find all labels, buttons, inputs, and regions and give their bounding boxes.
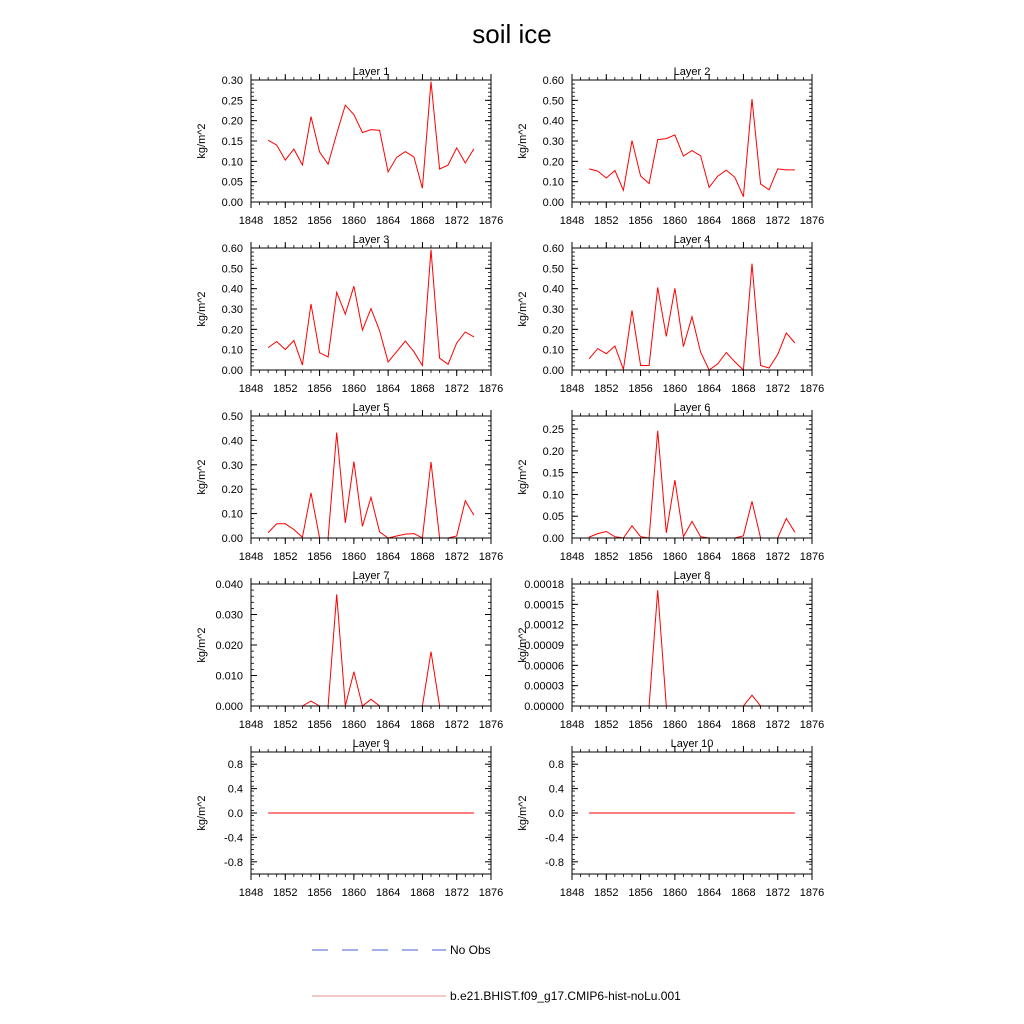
y-tick-label: 0.05	[542, 511, 564, 524]
x-tick-label: 1872	[765, 383, 790, 395]
x-tick-label: 1856	[307, 215, 332, 227]
y-tick-label: 0.30	[542, 304, 564, 316]
y-tick-label: 0.10	[221, 508, 243, 521]
x-tick-label: 1852	[273, 383, 298, 395]
x-tick-label: 1852	[594, 383, 619, 395]
y-tick-label: 0.50	[221, 263, 243, 276]
y-tick-label: 0.40	[221, 435, 243, 448]
y-tick-label: 0.00	[542, 533, 564, 545]
x-tick-label: 1872	[444, 887, 469, 899]
y-tick-label: 0.20	[542, 324, 564, 337]
x-tick-label: 1876	[478, 887, 504, 899]
x-tick-label: 1860	[341, 719, 367, 731]
x-tick-label: 1868	[410, 383, 435, 395]
y-tick-label: 0.10	[221, 156, 243, 169]
y-axis-label: kg/m^2	[196, 627, 208, 663]
panel-title: Layer 3	[352, 234, 390, 246]
x-tick-label: 1876	[799, 887, 825, 899]
y-tick-label: 0.0	[227, 808, 243, 820]
x-tick-label: 1856	[307, 887, 332, 899]
x-tick-label: 1852	[273, 719, 298, 731]
x-tick-label: 1864	[375, 215, 401, 227]
panel-title: Layer 9	[352, 738, 390, 750]
x-tick-label: 1872	[765, 887, 790, 899]
y-tick-label: 0.20	[221, 115, 243, 128]
y-tick-label: 0.15	[221, 136, 243, 148]
y-tick-label: 0.40	[542, 283, 564, 296]
y-axis-label: kg/m^2	[517, 291, 529, 327]
figure-title: soil ice	[472, 19, 552, 49]
x-tick-label: 1868	[731, 551, 756, 563]
x-tick-label: 1856	[307, 719, 332, 731]
x-tick-label: 1852	[594, 215, 619, 227]
y-axis-label: kg/m^2	[517, 459, 529, 495]
y-tick-label: -0.8	[224, 856, 243, 869]
x-tick-label: 1872	[765, 719, 790, 731]
legend-label: No Obs	[450, 943, 491, 957]
y-tick-label: 0.20	[542, 445, 564, 458]
x-tick-label: 1852	[273, 215, 298, 227]
y-tick-label: 0.00000	[524, 701, 564, 713]
y-tick-label: 0.00	[542, 365, 564, 377]
x-tick-label: 1876	[799, 383, 825, 395]
y-tick-label: 0.10	[542, 344, 564, 357]
x-tick-label: 1848	[559, 719, 585, 731]
legend-label: b.e21.BHIST.f09_g17.CMIP6-hist-noLu.001	[450, 989, 681, 1003]
x-tick-label: 1860	[341, 551, 367, 563]
y-tick-label: 0.0	[548, 808, 564, 820]
y-tick-label: 0.030	[215, 609, 243, 622]
x-tick-label: 1872	[444, 215, 469, 227]
y-tick-label: 0.50	[221, 411, 243, 423]
x-tick-label: 1860	[662, 383, 688, 395]
y-tick-label: 0.00	[221, 365, 243, 377]
x-tick-label: 1860	[662, 719, 688, 731]
y-tick-label: 0.000	[215, 701, 243, 713]
x-tick-label: 1860	[341, 383, 367, 395]
x-tick-label: 1860	[341, 215, 367, 227]
y-tick-label: 0.00015	[524, 599, 564, 612]
y-tick-label: 0.50	[542, 263, 564, 276]
x-tick-label: 1848	[559, 887, 585, 899]
x-tick-label: 1876	[799, 551, 825, 563]
y-tick-label: 0.10	[542, 489, 564, 502]
x-tick-label: 1864	[375, 887, 401, 899]
panel-title: Layer 4	[673, 234, 711, 246]
x-tick-label: 1860	[662, 215, 688, 227]
y-axis-label: kg/m^2	[517, 795, 529, 831]
y-tick-label: -0.4	[545, 832, 564, 845]
x-tick-label: 1868	[731, 215, 756, 227]
x-tick-label: 1876	[799, 215, 825, 227]
x-tick-label: 1848	[559, 215, 585, 227]
x-tick-label: 1868	[410, 215, 435, 227]
y-axis-label: kg/m^2	[196, 795, 208, 831]
x-tick-label: 1868	[410, 551, 435, 563]
y-tick-label: 0.30	[221, 459, 243, 472]
x-tick-label: 1856	[628, 887, 653, 899]
y-tick-label: 0.00	[221, 197, 243, 209]
x-tick-label: 1872	[444, 719, 469, 731]
y-axis-label: kg/m^2	[196, 459, 208, 495]
y-tick-label: 0.040	[215, 579, 243, 591]
x-tick-label: 1856	[628, 551, 653, 563]
x-tick-label: 1876	[478, 551, 504, 563]
x-tick-label: 1872	[765, 215, 790, 227]
x-tick-label: 1848	[238, 887, 264, 899]
y-tick-label: 0.25	[542, 424, 564, 437]
x-tick-label: 1848	[238, 215, 264, 227]
x-tick-label: 1848	[238, 383, 264, 395]
x-tick-label: 1868	[410, 719, 435, 731]
x-tick-label: 1872	[765, 551, 790, 563]
y-tick-label: 0.4	[227, 783, 243, 796]
x-tick-label: 1856	[628, 719, 653, 731]
x-tick-label: 1864	[375, 383, 401, 395]
x-tick-label: 1864	[696, 215, 722, 227]
x-tick-label: 1864	[696, 887, 722, 899]
y-axis-label: kg/m^2	[196, 291, 208, 327]
y-tick-label: 0.20	[221, 324, 243, 337]
x-tick-label: 1876	[478, 719, 504, 731]
y-tick-label: 0.30	[221, 304, 243, 316]
x-tick-label: 1868	[731, 887, 756, 899]
panel-title: Layer 5	[352, 402, 390, 414]
panel-title: Layer 10	[670, 738, 714, 750]
x-tick-label: 1848	[238, 719, 264, 731]
x-tick-label: 1848	[559, 551, 585, 563]
x-tick-label: 1868	[731, 719, 756, 731]
x-tick-label: 1848	[238, 551, 264, 563]
y-tick-label: 0.00006	[524, 660, 564, 673]
y-tick-label: -0.4	[224, 832, 243, 845]
x-tick-label: 1860	[341, 887, 367, 899]
y-tick-label: 0.00003	[524, 680, 564, 693]
x-tick-label: 1856	[307, 383, 332, 395]
y-tick-label: -0.8	[545, 856, 564, 869]
x-tick-label: 1876	[799, 719, 825, 731]
y-tick-label: 0.00018	[524, 579, 564, 591]
x-tick-label: 1864	[375, 551, 401, 563]
x-tick-label: 1864	[696, 719, 722, 731]
y-tick-label: 0.40	[221, 283, 243, 296]
x-tick-label: 1876	[478, 383, 504, 395]
y-tick-label: 0.15	[542, 467, 564, 480]
x-tick-label: 1860	[662, 887, 688, 899]
x-tick-label: 1852	[273, 887, 298, 899]
y-tick-label: 0.50	[542, 95, 564, 108]
x-tick-label: 1848	[559, 383, 585, 395]
y-tick-label: 0.20	[221, 484, 243, 497]
x-tick-label: 1868	[731, 383, 756, 395]
panel-title: Layer 6	[673, 402, 711, 414]
y-tick-label: 0.60	[542, 243, 564, 255]
x-tick-label: 1852	[594, 719, 619, 731]
x-tick-label: 1856	[307, 551, 332, 563]
y-tick-label: 0.05	[221, 176, 243, 189]
y-tick-label: 0.30	[542, 136, 564, 148]
x-tick-label: 1864	[375, 719, 401, 731]
y-tick-label: 0.30	[221, 75, 243, 87]
x-tick-label: 1860	[662, 551, 688, 563]
y-axis-label: kg/m^2	[196, 123, 208, 159]
y-tick-label: 0.00	[542, 197, 564, 209]
y-tick-label: 0.020	[215, 640, 243, 652]
x-tick-label: 1864	[696, 383, 722, 395]
x-tick-label: 1852	[273, 551, 298, 563]
x-tick-label: 1852	[594, 551, 619, 563]
y-tick-label: 0.00	[221, 533, 243, 545]
panel-title: Layer 1	[352, 66, 390, 78]
y-tick-label: 0.4	[548, 783, 564, 796]
x-tick-label: 1856	[628, 215, 653, 227]
panel-title: Layer 2	[673, 66, 711, 78]
x-tick-label: 1872	[444, 551, 469, 563]
y-tick-label: 0.010	[215, 670, 243, 683]
panel-title: Layer 8	[673, 570, 711, 582]
y-tick-label: 0.8	[227, 759, 243, 772]
panel-title: Layer 7	[352, 570, 390, 582]
x-tick-label: 1872	[444, 383, 469, 395]
y-tick-label: 0.20	[542, 156, 564, 169]
y-axis-label: kg/m^2	[517, 123, 529, 159]
x-tick-label: 1856	[628, 383, 653, 395]
y-tick-label: 0.40	[542, 115, 564, 128]
x-tick-label: 1868	[410, 887, 435, 899]
y-tick-label: 0.60	[542, 75, 564, 87]
y-tick-label: 0.00009	[524, 640, 564, 652]
x-tick-label: 1876	[478, 215, 504, 227]
y-tick-label: 0.8	[548, 759, 564, 772]
y-tick-label: 0.10	[542, 176, 564, 189]
y-tick-label: 0.60	[221, 243, 243, 255]
x-tick-label: 1864	[696, 551, 722, 563]
y-tick-label: 0.25	[221, 95, 243, 108]
x-tick-label: 1852	[594, 887, 619, 899]
y-tick-label: 0.00012	[524, 619, 564, 632]
y-tick-label: 0.10	[221, 344, 243, 357]
y-axis-label: kg/m^2	[517, 627, 529, 663]
